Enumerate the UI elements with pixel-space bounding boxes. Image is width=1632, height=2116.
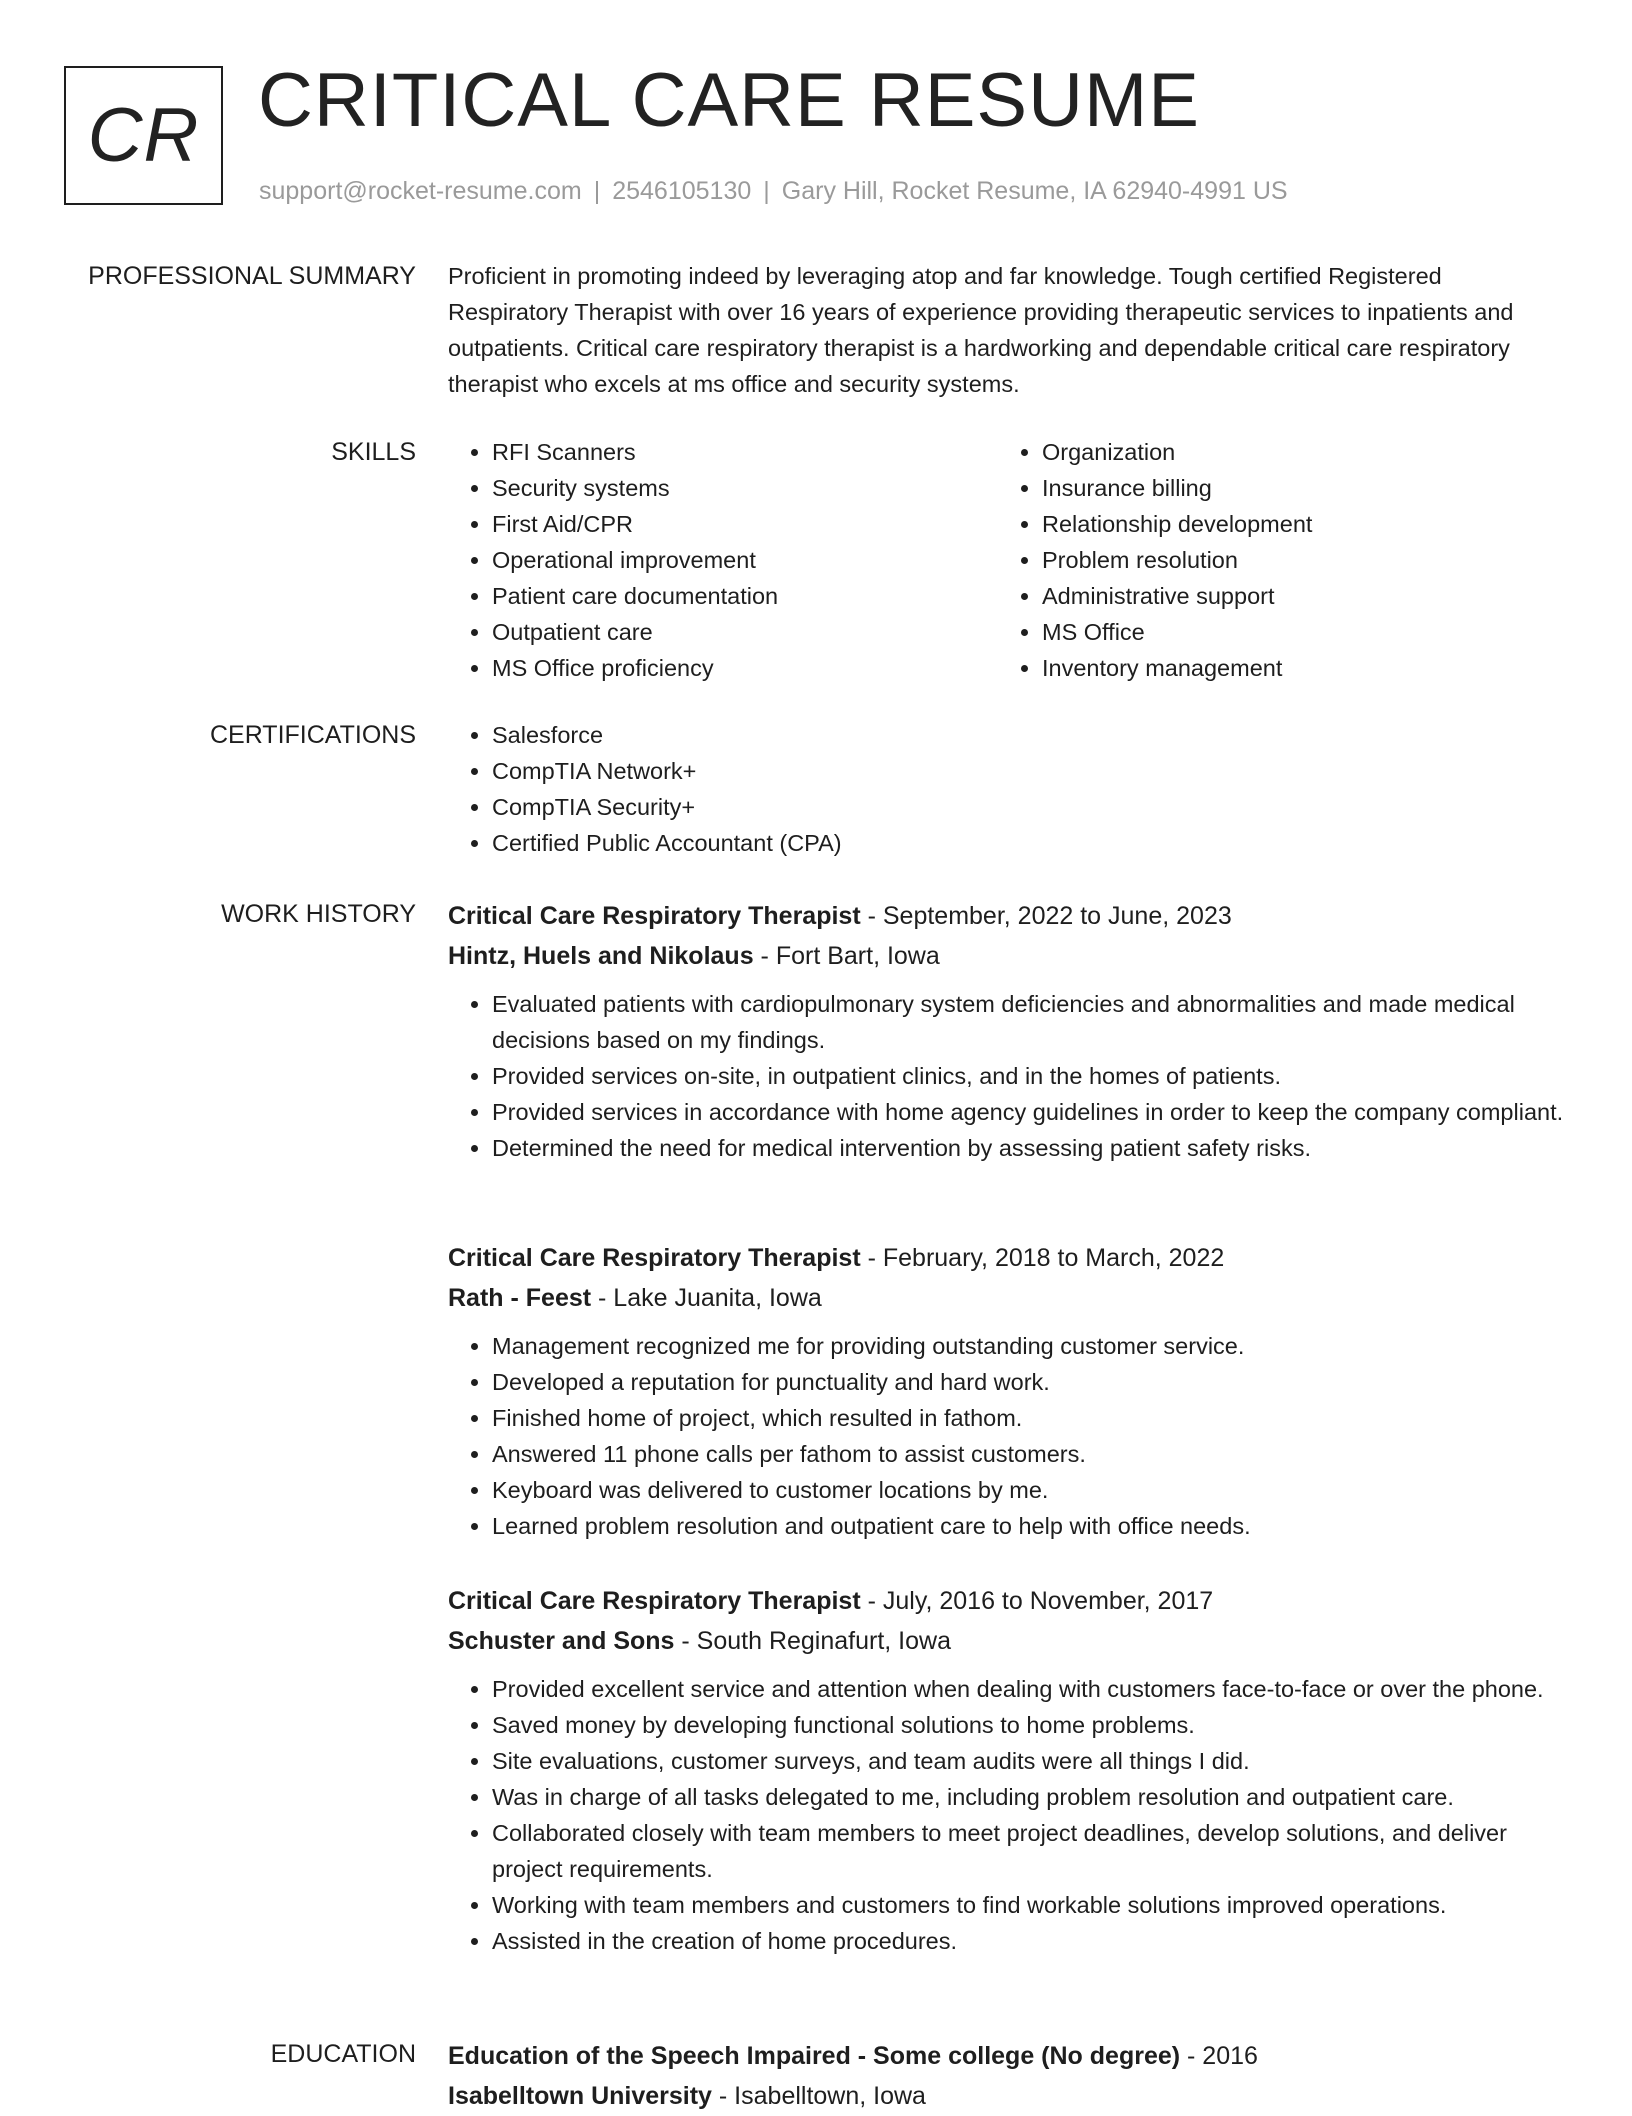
certifications-list: [448, 717, 1568, 861]
job-location: - Fort Bart, Iowa: [753, 942, 940, 970]
skill-item: • Insurance billing: [1042, 470, 1548, 506]
section-heading: WORK HISTORY: [221, 900, 416, 928]
skill-item: • Problem resolution: [1042, 542, 1548, 578]
job-dates: - July, 2016 to November, 2017: [860, 1587, 1214, 1615]
skills-column-left: [448, 434, 998, 686]
job-bullet: • Developed a reputation for punctuality and hard work.: [492, 1364, 1568, 1400]
job-bullet: • Provided services in accordance with home agency guidelines in order to keep the company compliant.: [492, 1094, 1568, 1130]
skill-item: • Organization: [1042, 434, 1548, 470]
job-title: Critical Care Respiratory Therapist: [448, 1244, 861, 1272]
certification-item: • CompTIA Network+: [492, 753, 1568, 789]
certification-item: • Certified Public Accountant (CPA): [492, 825, 1568, 861]
monogram-logo: CR: [64, 66, 223, 205]
contact-separator: |: [593, 177, 601, 205]
job-title-line: [448, 896, 1568, 936]
job-company-line: [448, 1621, 1568, 1661]
job-dates: - February, 2018 to March, 2022: [860, 1244, 1225, 1272]
job-bullet: • Finished home of project, which resulted in fathom.: [492, 1400, 1568, 1436]
section-heading: CERTIFICATIONS: [209, 721, 416, 749]
summary-text: Proficient in promoting indeed by leveraging atop and far knowledge. Tough certified Registered Respiratory Therapist with over 16 years of experience providing therapeutic services to inpatients and outpatients. Critical care respiratory therapist is a hardworking and dependable critical care respiratory therapist who excels at ms office and security systems.: [448, 263, 1514, 397]
education-school-line: [448, 2076, 1568, 2116]
job-company: Rath - Feest: [448, 1284, 592, 1312]
job-bullet: • Management recognized me for providing outstanding customer service.: [492, 1328, 1568, 1364]
education-location: - Isabelltown, Iowa: [711, 2082, 926, 2110]
skill-item: • Outpatient care: [492, 614, 998, 650]
skill-item: • Security systems: [492, 470, 998, 506]
education-degree-line: [448, 2036, 1568, 2076]
job-bullet: • Provided excellent service and attention when dealing with customers face-to-face or over the phone.: [492, 1671, 1568, 1707]
job-bullet: • Assisted in the creation of home procedures.: [492, 1923, 1568, 1959]
job-company: Schuster and Sons: [448, 1627, 675, 1655]
skills-column-right: [998, 434, 1548, 686]
job-company-line: [448, 936, 1568, 976]
phone-number: 2546105130: [612, 177, 752, 205]
section-heading: EDUCATION: [270, 2040, 416, 2068]
job-title-line: [448, 1581, 1568, 1621]
skill-item: • RFI Scanners: [492, 434, 998, 470]
job-title: Critical Care Respiratory Therapist: [448, 902, 861, 930]
section-heading: SKILLS: [331, 438, 416, 466]
job-title-line: [448, 1238, 1568, 1278]
certification-item: • Salesforce: [492, 717, 1568, 753]
job-bullet: • Saved money by developing functional solutions to home problems.: [492, 1707, 1568, 1743]
job-bullet: • Provided services on-site, in outpatient clinics, and in the homes of patients.: [492, 1058, 1568, 1094]
skill-item: • MS Office proficiency: [492, 650, 998, 686]
job-bullet: • Keyboard was delivered to customer locations by me.: [492, 1472, 1568, 1508]
job-bullet: • Determined the need for medical intervention by assessing patient safety risks.: [492, 1130, 1568, 1166]
skill-item: • Patient care documentation: [492, 578, 998, 614]
job-bullet: • Collaborated closely with team members to meet project deadlines, develop solutions, and deliver project requirements.: [492, 1815, 1568, 1887]
job-bullet: • Evaluated patients with cardiopulmonary system deficiencies and abnormalities and made medical decisions based on my findings.: [492, 986, 1568, 1058]
job-bullet: • Site evaluations, customer surveys, and team audits were all things I did.: [492, 1743, 1568, 1779]
job-company-line: [448, 1278, 1568, 1318]
job-location: - South Reginafurt, Iowa: [674, 1627, 951, 1655]
job-bullet: • Working with team members and customers to find workable solutions improved operations.: [492, 1887, 1568, 1923]
section-heading: PROFESSIONAL SUMMARY: [88, 262, 416, 290]
contact-line: [259, 174, 1288, 208]
job-bullet: • Answered 11 phone calls per fathom to assist customers.: [492, 1436, 1568, 1472]
resume-title: CRITICAL CARE RESUME: [258, 58, 1200, 143]
skill-item: • Operational improvement: [492, 542, 998, 578]
contact-separator: |: [763, 177, 770, 205]
job-bullet: • Was in charge of all tasks delegated to me, including problem resolution and outpatient care.: [492, 1779, 1568, 1815]
skill-item: • Relationship development: [1042, 506, 1548, 542]
skill-item: • Inventory management: [1042, 650, 1548, 686]
education-school: Isabelltown University: [448, 2082, 712, 2110]
education-entry: [448, 2036, 1568, 2116]
address: Gary Hill, Rocket Resume, IA 62940-4991 US: [781, 177, 1288, 205]
email-link[interactable]: support@rocket-resume.com: [259, 177, 582, 205]
education-year: - 2016: [1180, 2042, 1258, 2070]
job-title: Critical Care Respiratory Therapist: [448, 1587, 861, 1615]
skill-item: • MS Office: [1042, 614, 1548, 650]
education-degree: Education of the Speech Impaired - Some college (No degree): [448, 2042, 1181, 2070]
certification-item: • CompTIA Security+: [492, 789, 1568, 825]
job-bullet: • Learned problem resolution and outpatient care to help with office needs.: [492, 1508, 1568, 1544]
skills-columns: [448, 434, 1568, 686]
job-dates: - September, 2022 to June, 2023: [860, 902, 1232, 930]
skill-item: • Administrative support: [1042, 578, 1548, 614]
job-location: - Lake Juanita, Iowa: [591, 1284, 822, 1312]
job-company: Hintz, Huels and Nikolaus: [448, 942, 754, 970]
skill-item: • First Aid/CPR: [492, 506, 998, 542]
